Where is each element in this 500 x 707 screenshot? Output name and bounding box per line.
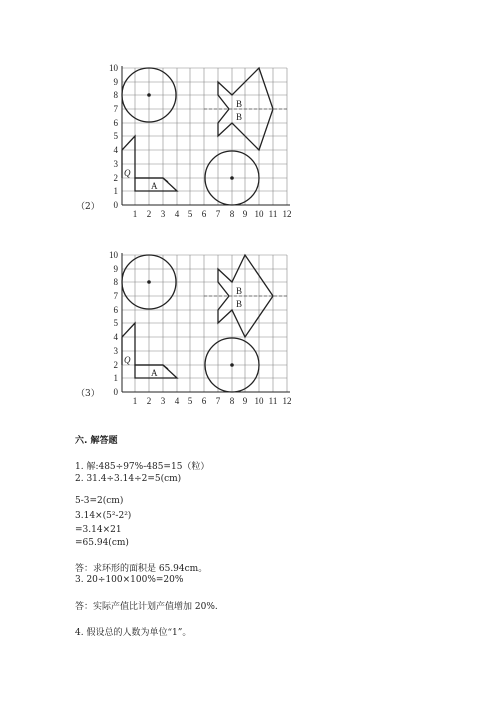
y-tick-9: 9 xyxy=(113,77,118,87)
y-tick-0: 0 xyxy=(113,387,118,397)
x-tick-9: 9 xyxy=(242,396,248,406)
y-tick-4: 4 xyxy=(113,145,118,155)
y-tick-5: 5 xyxy=(113,318,118,328)
y-tick-4: 4 xyxy=(113,332,118,342)
calc-line-1: 5-3=2(cm) xyxy=(75,496,124,506)
part-label-3: （3） xyxy=(76,389,100,399)
x-tick-labels xyxy=(133,209,292,219)
y-tick-1: 1 xyxy=(113,373,118,383)
x-tick-4: 4 xyxy=(174,209,180,219)
y-tick-10: 10 xyxy=(109,63,118,73)
y-tick-7: 7 xyxy=(113,104,118,114)
upper-circle-center-dot xyxy=(147,93,151,97)
y-tick-labels xyxy=(109,250,119,397)
trapezoid-label: A xyxy=(151,368,158,378)
shape-b-label-lower: B xyxy=(236,299,243,309)
x-tick-7: 7 xyxy=(215,209,221,219)
x-tick-2: 2 xyxy=(146,396,152,406)
answer-3-line: 3. 20÷100×100%=20% xyxy=(75,575,184,585)
x-tick-9: 9 xyxy=(242,209,248,219)
x-tick-12: 12 xyxy=(282,396,292,406)
answer-2-line: 2. 31.4÷3.14÷2=5(cm) xyxy=(75,474,182,484)
x-tick-5: 5 xyxy=(187,396,193,406)
point-q-label: Q xyxy=(124,168,131,178)
answer-1-line: 1. 解:485÷97%-485=15（粒） xyxy=(75,462,210,472)
grid-lines xyxy=(122,68,287,205)
y-tick-9: 9 xyxy=(113,264,118,274)
x-tick-1: 1 xyxy=(132,209,138,219)
x-tick-2: 2 xyxy=(146,209,152,219)
x-tick-7: 7 xyxy=(215,396,221,406)
y-tick-0: 0 xyxy=(113,200,118,210)
shape-b-label-lower: B xyxy=(236,112,243,122)
y-tick-8: 8 xyxy=(113,90,118,100)
lower-circle-center-dot xyxy=(230,363,234,367)
y-tick-2: 2 xyxy=(113,360,118,370)
shape-b-label-upper: B xyxy=(236,286,243,296)
y-tick-labels xyxy=(109,63,119,210)
y-tick-1: 1 xyxy=(113,186,118,196)
upper-circle-center-dot xyxy=(147,280,151,284)
y-tick-3: 3 xyxy=(113,159,118,169)
x-tick-1: 1 xyxy=(132,396,138,406)
x-tick-10: 10 xyxy=(254,209,264,219)
part-label-2: （2） xyxy=(76,202,100,212)
calc-line-3: =3.14×21 xyxy=(75,525,122,535)
grid-lines xyxy=(122,255,287,392)
lower-circle-center-dot xyxy=(230,176,234,180)
grid-figure-2 xyxy=(0,60,500,225)
answer-3-conclusion: 答：实际产值比计划产值增加 20%. xyxy=(75,602,218,612)
section-title: 六. 解答题 xyxy=(75,436,118,446)
x-tick-10: 10 xyxy=(254,396,264,406)
y-tick-7: 7 xyxy=(113,291,118,301)
y-tick-10: 10 xyxy=(109,250,118,260)
x-tick-3: 3 xyxy=(160,209,166,219)
x-tick-11: 11 xyxy=(268,396,278,406)
answer-2-conclusion: 答：求环形的面积是 65.94cm。 xyxy=(75,564,208,574)
trapezoid-label: A xyxy=(151,181,158,191)
y-tick-2: 2 xyxy=(113,173,118,183)
x-tick-labels xyxy=(133,396,292,406)
x-tick-8: 8 xyxy=(229,396,235,406)
y-tick-8: 8 xyxy=(113,277,118,287)
shape-b-label-upper: B xyxy=(236,99,243,109)
x-tick-11: 11 xyxy=(268,209,278,219)
point-q-label: Q xyxy=(124,355,131,365)
x-tick-4: 4 xyxy=(174,396,180,406)
x-tick-8: 8 xyxy=(229,209,235,219)
x-tick-6: 6 xyxy=(201,396,207,406)
y-tick-6: 6 xyxy=(113,305,118,315)
x-tick-5: 5 xyxy=(187,209,193,219)
x-tick-3: 3 xyxy=(160,396,166,406)
x-tick-12: 12 xyxy=(282,209,292,219)
y-tick-5: 5 xyxy=(113,131,118,141)
y-tick-6: 6 xyxy=(113,118,118,128)
y-tick-3: 3 xyxy=(113,346,118,356)
x-tick-6: 6 xyxy=(201,209,207,219)
grid-figure-3 xyxy=(0,247,500,412)
calc-line-2: 3.14×(5²-2²) xyxy=(75,511,132,521)
calc-line-4: =65.94(cm) xyxy=(75,538,129,548)
answer-4-line: 4. 假设总的人数为单位“1”。 xyxy=(75,628,192,638)
